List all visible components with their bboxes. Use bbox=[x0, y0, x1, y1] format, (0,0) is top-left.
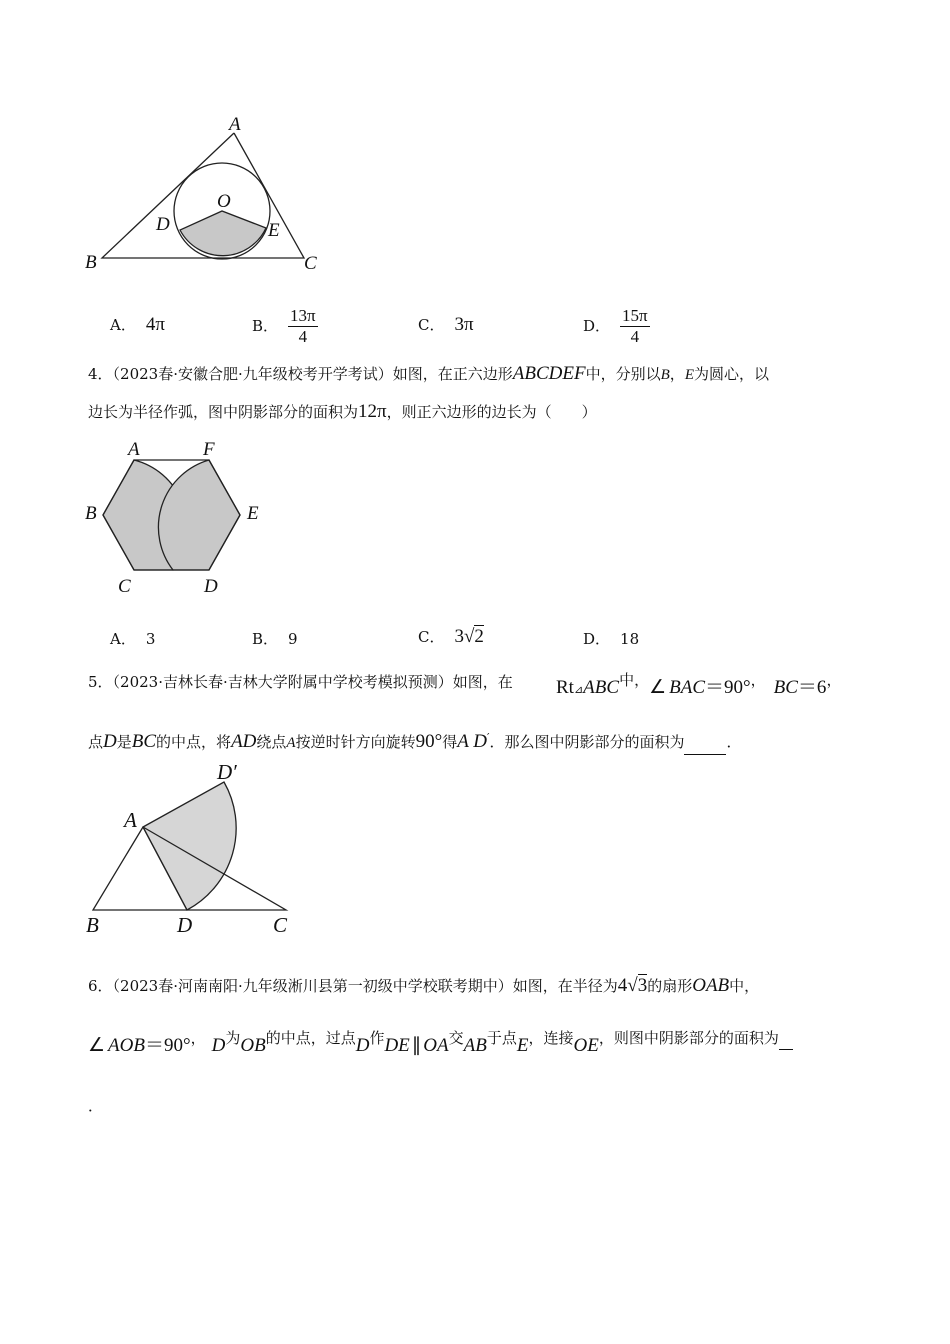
q4-label-c: C bbox=[118, 576, 131, 597]
q4-right-shaded-region bbox=[158, 460, 240, 570]
q4-label-a: A bbox=[128, 439, 140, 460]
q4-option-d[interactable]: D． 18 bbox=[583, 630, 640, 648]
q6-stem-line2: ∠ AOB＝90°， D为OB的中点，过点D作DE ∥ OA交AB于点E，连接OE，则图中阴影部分的面积为 bbox=[88, 1034, 793, 1058]
q6-stem-line3: ． bbox=[88, 1097, 104, 1115]
q3-label-e: E bbox=[268, 220, 280, 241]
q5-answer-blank[interactable] bbox=[684, 754, 726, 755]
q3-figure bbox=[80, 110, 340, 280]
q3-label-d: D bbox=[156, 214, 170, 235]
q3-label-b: B bbox=[85, 252, 97, 273]
q6-answer-blank[interactable] bbox=[779, 1049, 793, 1050]
q4-figure bbox=[80, 435, 270, 600]
q5-label-c: C bbox=[273, 913, 288, 937]
q3-option-d[interactable]: D． $\frac{15\pi}{4}$ bbox=[583, 306, 648, 346]
q4-stem-line1: 4．（2023春·安徽合肥·九年级校考开学考试）如图，在正六边形ABCDEF中，分别以B，E为圆心，以 bbox=[88, 363, 769, 384]
q4-label-f: F bbox=[203, 439, 215, 460]
q3-option-d-fraction: $\frac{15\pi}{4}$ bbox=[622, 306, 648, 346]
q3-label-o: O bbox=[217, 191, 231, 212]
q5-stem-line1: 5．（2023·吉林长春·吉林大学附属中学校考模拟预测）如图，在 bbox=[88, 673, 513, 691]
q3-option-c[interactable]: C． 3π bbox=[418, 314, 474, 335]
q3-option-a[interactable]: A． 4π bbox=[110, 314, 165, 335]
q3-option-b-fraction: $\frac{13\pi}{4}$ bbox=[290, 306, 316, 346]
q4-option-a[interactable]: A． 3 bbox=[110, 630, 156, 648]
q5-stem-line2: 点D是BC的中点，将AD绕点A按逆时针方向旋转90°得A D′．那么图中阴影部分的面积为 ． bbox=[88, 726, 741, 755]
q6-stem-line1: 6．（2023春·河南南阳·九年级淅川县第一初级中学校联考期中）如图，在半径为4√3的扇形OAB中， bbox=[88, 975, 760, 996]
q5-shaded-sector bbox=[143, 782, 236, 910]
q4-option-c[interactable]: C． 3√2 bbox=[418, 626, 484, 647]
radical-sign: √ bbox=[627, 975, 638, 996]
q4-label-e: E bbox=[247, 503, 259, 524]
q5-label-d: D bbox=[177, 913, 193, 937]
q5-figure bbox=[80, 760, 300, 940]
q5-label-a: A bbox=[124, 808, 137, 832]
q5-stem-line1b: Rt⊿ABC中，∠ BAC＝90°， BC＝6， bbox=[556, 671, 842, 698]
q3-option-b[interactable]: B． $\frac{13\pi}{4}$ bbox=[252, 306, 316, 346]
q5-label-b: B bbox=[86, 913, 99, 937]
q4-stem-line2: 边长为半径作弧，图中阴影部分的面积为12π，则正六边形的边长为（ ） bbox=[88, 401, 597, 422]
radical-sign: √ bbox=[463, 626, 475, 647]
q4-label-b: B bbox=[85, 503, 97, 524]
q3-label-c: C bbox=[304, 253, 317, 274]
q4-option-b[interactable]: B． 9 bbox=[252, 630, 298, 648]
q5-label-dprime: D′ bbox=[217, 760, 237, 784]
q3-label-a: A bbox=[229, 114, 241, 135]
q4-label-d: D bbox=[204, 576, 218, 597]
